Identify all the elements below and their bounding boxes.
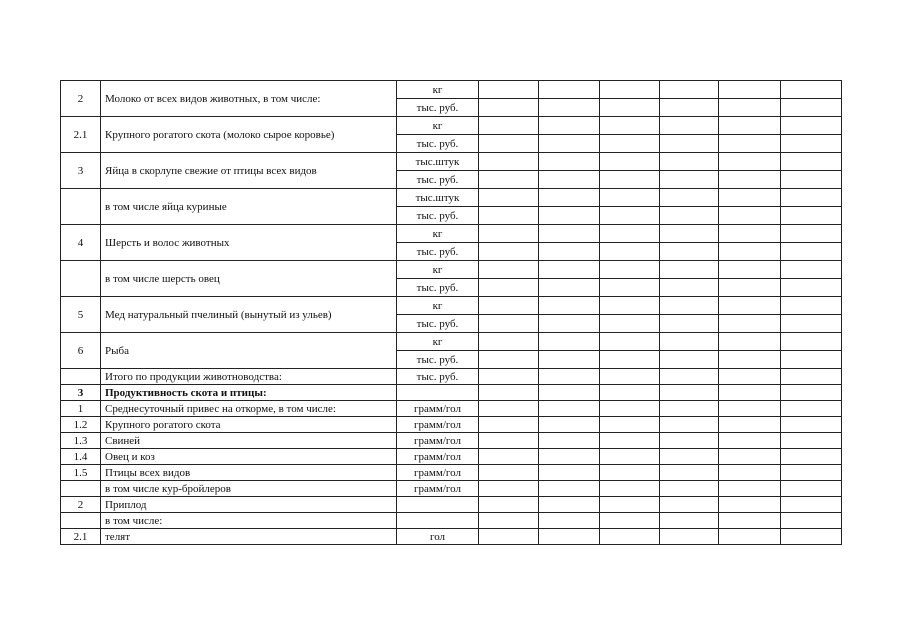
value-cell[interactable] [539, 297, 600, 315]
value-cell[interactable] [781, 465, 842, 481]
row-number: 1.5 [61, 465, 101, 481]
value-cell[interactable] [539, 243, 600, 261]
indicator-name: Молоко от всех видов животных, в том числе: [101, 81, 397, 117]
value-cell[interactable] [719, 153, 781, 171]
value-cell[interactable] [539, 481, 600, 497]
value-cell[interactable] [600, 529, 660, 545]
value-cell[interactable] [600, 497, 660, 513]
value-cell[interactable] [600, 465, 660, 481]
row-number: 6 [61, 333, 101, 369]
value-cell[interactable] [781, 449, 842, 465]
value-cell[interactable] [539, 81, 600, 99]
value-cell[interactable] [600, 243, 660, 261]
value-cell[interactable] [781, 481, 842, 497]
value-cell[interactable] [719, 81, 781, 99]
value-cell[interactable] [719, 207, 781, 225]
indicator-name: в том числе: [101, 513, 397, 529]
table-row [61, 333, 842, 351]
row-number: 2.1 [61, 529, 101, 545]
value-cell[interactable] [719, 315, 781, 333]
value-cell[interactable] [660, 225, 719, 243]
value-cell[interactable] [479, 171, 539, 189]
unit-of-measure: тыс. руб. [397, 369, 479, 385]
value-cell[interactable] [600, 401, 660, 417]
indicator-name: Мед натуральный пчелиный (вынутый из ульев) [101, 297, 397, 333]
indicator-name: в том числе шерсть овец [101, 261, 397, 297]
value-cell[interactable] [719, 417, 781, 433]
indicator-name: Свиней [101, 433, 397, 449]
value-cell[interactable] [719, 333, 781, 351]
value-cell[interactable] [539, 449, 600, 465]
value-cell[interactable] [600, 481, 660, 497]
value-cell[interactable] [660, 117, 719, 135]
value-cell[interactable] [600, 117, 660, 135]
value-cell[interactable] [600, 225, 660, 243]
value-cell[interactable] [539, 369, 600, 385]
value-cell[interactable] [719, 297, 781, 315]
value-cell[interactable] [539, 417, 600, 433]
value-cell[interactable] [781, 315, 842, 333]
value-cell[interactable] [660, 261, 719, 279]
table-row [61, 433, 842, 449]
value-cell[interactable] [539, 465, 600, 481]
value-cell[interactable] [479, 135, 539, 153]
value-cell[interactable] [600, 135, 660, 153]
value-cell[interactable] [660, 99, 719, 117]
indicator-name: Среднесуточный привес на откорме, в том числе: [101, 401, 397, 417]
value-cell[interactable] [660, 135, 719, 153]
value-cell[interactable] [719, 369, 781, 385]
value-cell[interactable] [781, 243, 842, 261]
value-cell[interactable] [539, 225, 600, 243]
row-number: 1.3 [61, 433, 101, 449]
indicator-name: Овец и коз [101, 449, 397, 465]
table-row [61, 385, 842, 401]
value-cell[interactable] [539, 351, 600, 369]
value-cell[interactable] [539, 497, 600, 513]
value-cell[interactable] [479, 261, 539, 279]
value-cell[interactable] [660, 207, 719, 225]
value-cell[interactable] [719, 449, 781, 465]
table-row [61, 529, 842, 545]
value-cell[interactable] [600, 385, 660, 401]
value-cell[interactable] [539, 513, 600, 529]
unit-of-measure: грамм/гол [397, 465, 479, 481]
unit-of-measure: тыс. руб. [397, 351, 479, 369]
value-cell[interactable] [600, 315, 660, 333]
value-cell[interactable] [719, 117, 781, 135]
value-cell[interactable] [479, 297, 539, 315]
row-number: 2 [61, 497, 101, 513]
value-cell[interactable] [660, 351, 719, 369]
table-row [61, 417, 842, 433]
value-cell[interactable] [479, 333, 539, 351]
value-cell[interactable] [719, 529, 781, 545]
value-cell[interactable] [781, 297, 842, 315]
value-cell[interactable] [660, 171, 719, 189]
value-cell[interactable] [660, 417, 719, 433]
row-number [61, 481, 101, 497]
indicator-name: Приплод [101, 497, 397, 513]
indicator-name: Рыба [101, 333, 397, 369]
value-cell[interactable] [719, 189, 781, 207]
value-cell[interactable] [781, 279, 842, 297]
indicator-name: Итого по продукции животноводства: [101, 369, 397, 385]
table-row [61, 369, 842, 385]
value-cell[interactable] [539, 333, 600, 351]
table-row [61, 497, 842, 513]
value-cell[interactable] [781, 369, 842, 385]
indicator-name: Птицы всех видов [101, 465, 397, 481]
row-number: 4 [61, 225, 101, 261]
table-row [61, 225, 842, 243]
value-cell[interactable] [660, 433, 719, 449]
value-cell[interactable] [781, 135, 842, 153]
value-cell[interactable] [660, 385, 719, 401]
value-cell[interactable] [600, 513, 660, 529]
value-cell[interactable] [479, 529, 539, 545]
unit-of-measure: кг [397, 333, 479, 351]
value-cell[interactable] [660, 369, 719, 385]
value-cell[interactable] [539, 279, 600, 297]
value-cell[interactable] [719, 385, 781, 401]
value-cell[interactable] [539, 529, 600, 545]
unit-of-measure: кг [397, 261, 479, 279]
indicator-name: телят [101, 529, 397, 545]
unit-of-measure: тыс.штук [397, 189, 479, 207]
unit-of-measure [397, 497, 479, 513]
unit-of-measure: тыс. руб. [397, 279, 479, 297]
value-cell[interactable] [479, 497, 539, 513]
indicator-name: Крупного рогатого скота (молоко сырое коровье) [101, 117, 397, 153]
value-cell[interactable] [660, 279, 719, 297]
value-cell[interactable] [719, 135, 781, 153]
value-cell[interactable] [539, 207, 600, 225]
unit-of-measure: тыс. руб. [397, 243, 479, 261]
value-cell[interactable] [600, 171, 660, 189]
value-cell[interactable] [539, 135, 600, 153]
value-cell[interactable] [719, 261, 781, 279]
row-number: 5 [61, 297, 101, 333]
indicator-name: Крупного рогатого скота [101, 417, 397, 433]
value-cell[interactable] [600, 433, 660, 449]
value-cell[interactable] [719, 279, 781, 297]
value-cell[interactable] [600, 207, 660, 225]
value-cell[interactable] [781, 385, 842, 401]
value-cell[interactable] [479, 153, 539, 171]
table-row [61, 153, 842, 171]
value-cell[interactable] [719, 401, 781, 417]
value-cell[interactable] [719, 225, 781, 243]
value-cell[interactable] [479, 369, 539, 385]
value-cell[interactable] [479, 315, 539, 333]
table-row [61, 189, 842, 207]
value-cell[interactable] [781, 417, 842, 433]
value-cell[interactable] [600, 279, 660, 297]
table-row [61, 449, 842, 465]
value-cell[interactable] [660, 465, 719, 481]
value-cell[interactable] [719, 433, 781, 449]
value-cell[interactable] [719, 351, 781, 369]
row-number: 3 [61, 385, 101, 401]
value-cell[interactable] [781, 99, 842, 117]
value-cell[interactable] [719, 513, 781, 529]
value-cell[interactable] [660, 153, 719, 171]
row-number: 1 [61, 401, 101, 417]
value-cell[interactable] [479, 385, 539, 401]
value-cell[interactable] [479, 513, 539, 529]
value-cell[interactable] [781, 117, 842, 135]
table-row [61, 401, 842, 417]
value-cell[interactable] [479, 189, 539, 207]
indicator-name: Яйца в скорлупе свежие от птицы всех видов [101, 153, 397, 189]
unit-of-measure: тыс. руб. [397, 207, 479, 225]
value-cell[interactable] [539, 433, 600, 449]
value-cell[interactable] [539, 153, 600, 171]
unit-of-measure: тыс. руб. [397, 171, 479, 189]
value-cell[interactable] [479, 81, 539, 99]
row-number [61, 189, 101, 225]
value-cell[interactable] [781, 513, 842, 529]
value-cell[interactable] [539, 385, 600, 401]
value-cell[interactable] [781, 497, 842, 513]
value-cell[interactable] [600, 369, 660, 385]
row-number [61, 513, 101, 529]
unit-of-measure: грамм/гол [397, 417, 479, 433]
value-cell[interactable] [479, 117, 539, 135]
value-cell[interactable] [719, 171, 781, 189]
unit-of-measure: кг [397, 81, 479, 99]
row-number: 3 [61, 153, 101, 189]
value-cell[interactable] [781, 333, 842, 351]
table-row [61, 117, 842, 135]
row-number: 2 [61, 81, 101, 117]
value-cell[interactable] [719, 481, 781, 497]
value-cell[interactable] [479, 225, 539, 243]
table-row [61, 81, 842, 99]
value-cell[interactable] [719, 497, 781, 513]
value-cell[interactable] [600, 261, 660, 279]
value-cell[interactable] [539, 99, 600, 117]
value-cell[interactable] [600, 449, 660, 465]
unit-of-measure [397, 385, 479, 401]
value-cell[interactable] [781, 261, 842, 279]
value-cell[interactable] [479, 99, 539, 117]
unit-of-measure: кг [397, 297, 479, 315]
row-number [61, 261, 101, 297]
value-cell[interactable] [660, 243, 719, 261]
value-cell[interactable] [781, 153, 842, 171]
indicator-name: в том числе кур-бройлеров [101, 481, 397, 497]
value-cell[interactable] [719, 465, 781, 481]
value-cell[interactable] [781, 401, 842, 417]
value-cell[interactable] [660, 189, 719, 207]
value-cell[interactable] [479, 465, 539, 481]
unit-of-measure: кг [397, 117, 479, 135]
table-row [61, 261, 842, 279]
livestock-production-table [60, 80, 842, 545]
indicator-name: Продуктивность скота и птицы: [101, 385, 397, 401]
value-cell[interactable] [660, 401, 719, 417]
value-cell[interactable] [600, 153, 660, 171]
row-number: 1.2 [61, 417, 101, 433]
value-cell[interactable] [479, 433, 539, 449]
unit-of-measure [397, 513, 479, 529]
value-cell[interactable] [539, 315, 600, 333]
value-cell[interactable] [600, 351, 660, 369]
value-cell[interactable] [479, 417, 539, 433]
value-cell[interactable] [479, 243, 539, 261]
unit-of-measure: кг [397, 225, 479, 243]
value-cell[interactable] [600, 417, 660, 433]
value-cell[interactable] [479, 207, 539, 225]
value-cell[interactable] [660, 297, 719, 315]
table-row [61, 481, 842, 497]
value-cell[interactable] [660, 481, 719, 497]
value-cell[interactable] [600, 189, 660, 207]
table-row [61, 297, 842, 315]
unit-of-measure: гол [397, 529, 479, 545]
value-cell[interactable] [781, 351, 842, 369]
value-cell[interactable] [660, 449, 719, 465]
value-cell[interactable] [660, 333, 719, 351]
table-row [61, 513, 842, 529]
value-cell[interactable] [539, 171, 600, 189]
unit-of-measure: грамм/гол [397, 481, 479, 497]
unit-of-measure: тыс. руб. [397, 315, 479, 333]
unit-of-measure: тыс. руб. [397, 135, 479, 153]
value-cell[interactable] [781, 207, 842, 225]
value-cell[interactable] [539, 117, 600, 135]
value-cell[interactable] [781, 529, 842, 545]
value-cell[interactable] [660, 513, 719, 529]
value-cell[interactable] [660, 529, 719, 545]
unit-of-measure: грамм/гол [397, 449, 479, 465]
value-cell[interactable] [539, 261, 600, 279]
indicator-name: Шерсть и волос животных [101, 225, 397, 261]
value-cell[interactable] [600, 333, 660, 351]
value-cell[interactable] [781, 81, 842, 99]
unit-of-measure: грамм/гол [397, 401, 479, 417]
value-cell[interactable] [479, 481, 539, 497]
value-cell[interactable] [539, 401, 600, 417]
table-row [61, 465, 842, 481]
value-cell[interactable] [660, 315, 719, 333]
indicator-name: в том числе яйца куриные [101, 189, 397, 225]
value-cell[interactable] [539, 189, 600, 207]
value-cell[interactable] [479, 279, 539, 297]
value-cell[interactable] [781, 433, 842, 449]
value-cell[interactable] [660, 81, 719, 99]
row-number [61, 369, 101, 385]
value-cell[interactable] [781, 171, 842, 189]
row-number: 1.4 [61, 449, 101, 465]
value-cell[interactable] [660, 497, 719, 513]
unit-of-measure: тыс.штук [397, 153, 479, 171]
value-cell[interactable] [719, 243, 781, 261]
value-cell[interactable] [479, 449, 539, 465]
value-cell[interactable] [600, 297, 660, 315]
value-cell[interactable] [479, 401, 539, 417]
unit-of-measure: тыс. руб. [397, 99, 479, 117]
value-cell[interactable] [781, 225, 842, 243]
value-cell[interactable] [781, 189, 842, 207]
value-cell[interactable] [479, 351, 539, 369]
value-cell[interactable] [719, 99, 781, 117]
value-cell[interactable] [600, 99, 660, 117]
row-number: 2.1 [61, 117, 101, 153]
value-cell[interactable] [600, 81, 660, 99]
unit-of-measure: грамм/гол [397, 433, 479, 449]
